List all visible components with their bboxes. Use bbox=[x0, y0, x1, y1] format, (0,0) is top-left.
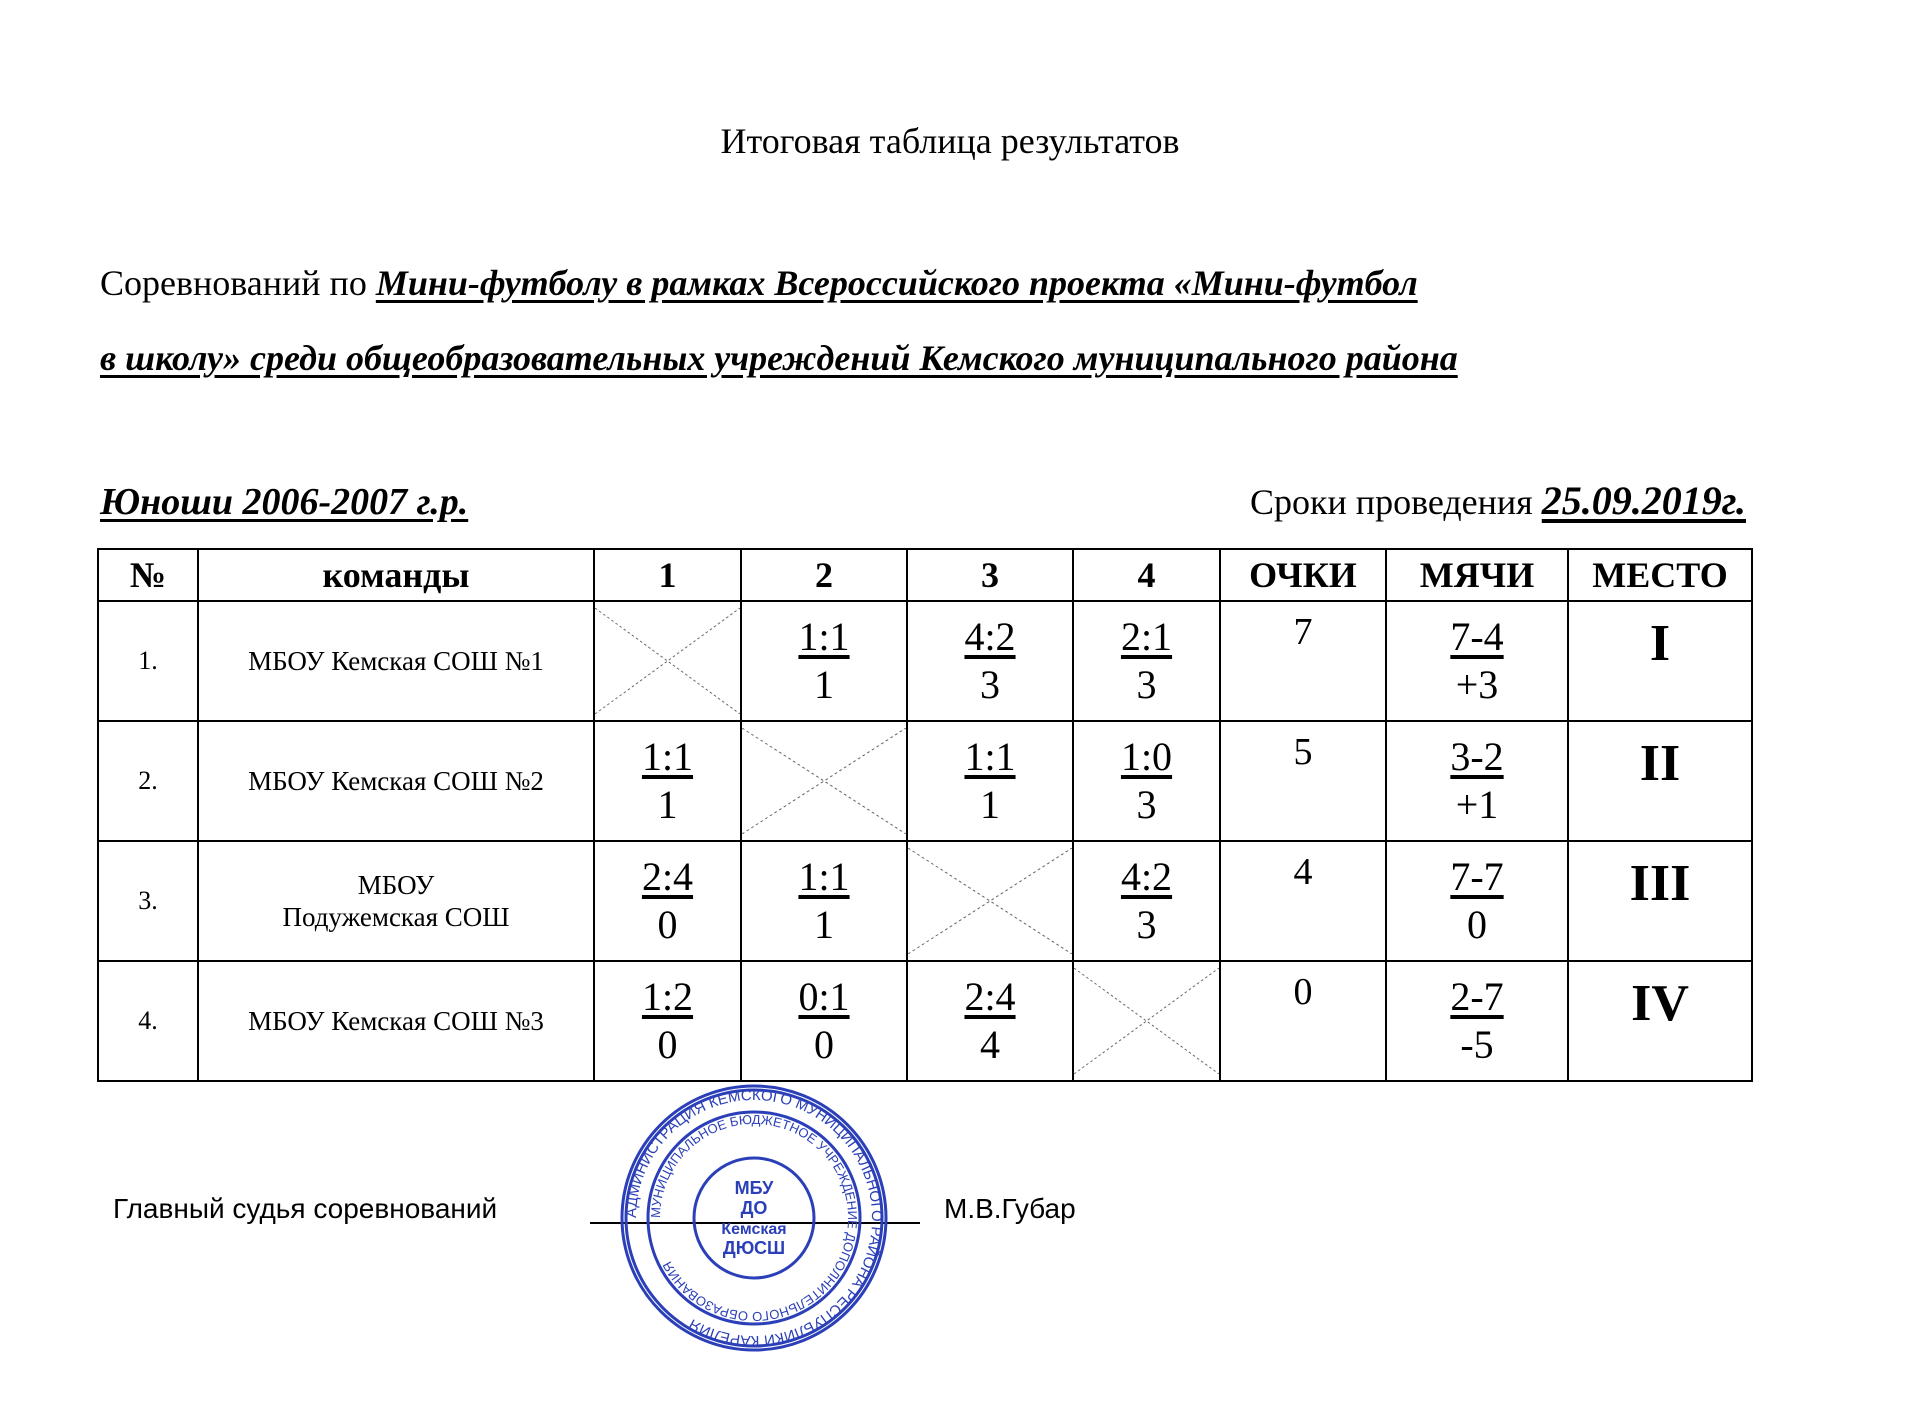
final-place: IV bbox=[1568, 961, 1752, 1081]
table-row bbox=[98, 601, 1752, 721]
match-result bbox=[594, 961, 741, 1081]
competition-line-1 bbox=[100, 262, 1418, 304]
row-number: 2. bbox=[98, 721, 198, 841]
competition-prefix: Соревнований по bbox=[100, 263, 376, 303]
header-number: № bbox=[98, 549, 198, 601]
chief-judge-name: М.В.Губар bbox=[944, 1193, 1076, 1224]
match-score: 2:4 bbox=[641, 854, 694, 899]
row-number: 4. bbox=[98, 961, 198, 1081]
total-points: 0 bbox=[1220, 961, 1386, 1081]
cross-out-mark bbox=[1074, 968, 1219, 1074]
seal-outer-text: АДМИНИСТРАЦИЯ КЕМСКОГО МУНИЦИПАЛЬНОГО РАЙОНА РЕСПУБЛИКИ КАРЕЛИЯ bbox=[622, 1086, 886, 1350]
match-points: 3 bbox=[980, 662, 1000, 707]
table-row bbox=[98, 961, 1752, 1081]
total-points: 5 bbox=[1220, 721, 1386, 841]
goal-difference: +1 bbox=[1455, 782, 1499, 827]
match-result bbox=[1073, 601, 1220, 721]
self-match-cell bbox=[741, 721, 907, 841]
goals-ratio: 7-7 bbox=[1450, 854, 1504, 899]
cross-out-mark bbox=[908, 848, 1072, 954]
event-dates bbox=[1250, 477, 1746, 524]
match-score: 2:1 bbox=[1120, 614, 1173, 659]
goal-difference: +3 bbox=[1455, 662, 1499, 707]
team-name: МБОУ Кемская СОШ №2 bbox=[198, 721, 594, 841]
match-points: 4 bbox=[980, 1022, 1000, 1067]
seal-center-line-4: ДЮСШ bbox=[722, 1238, 786, 1258]
match-result bbox=[907, 601, 1073, 721]
age-group: Юноши 2006-2007 г.р. bbox=[100, 481, 469, 523]
cross-out-mark bbox=[742, 728, 906, 834]
match-points: 3 bbox=[1136, 782, 1157, 827]
header-row bbox=[98, 549, 1752, 601]
self-match-cell bbox=[1073, 961, 1220, 1081]
dates-value: 25.09.2019г. bbox=[1541, 478, 1746, 523]
table-row bbox=[98, 721, 1752, 841]
cross-out-mark bbox=[595, 608, 740, 714]
match-score: 1:1 bbox=[641, 734, 694, 779]
match-result bbox=[907, 721, 1073, 841]
dates-label: Сроки проведения bbox=[1250, 482, 1542, 522]
goals-ratio: 7-4 bbox=[1450, 614, 1504, 659]
document-title: Итоговая таблица результатов bbox=[720, 121, 1180, 161]
match-points: 1 bbox=[814, 902, 834, 947]
goal-difference: 0 bbox=[1467, 902, 1487, 947]
match-points: 3 bbox=[1136, 662, 1157, 707]
competition-name-part-2: в школу» среди общеобразовательных учреждений Кемского муниципального района bbox=[100, 338, 1458, 378]
row-number: 3. bbox=[98, 841, 198, 961]
match-score: 1:1 bbox=[964, 734, 1016, 779]
seal-center-line-2: ДО bbox=[740, 1198, 768, 1218]
goals-ratio: 3-2 bbox=[1450, 734, 1504, 779]
match-result bbox=[907, 961, 1073, 1081]
final-place: I bbox=[1568, 601, 1752, 721]
match-result bbox=[1073, 721, 1220, 841]
match-score: 0:1 bbox=[798, 974, 850, 1019]
match-score: 4:2 bbox=[964, 614, 1016, 659]
match-score: 1:2 bbox=[641, 974, 694, 1019]
team-name-line-2: Подужемская СОШ bbox=[282, 902, 510, 932]
total-points: 4 bbox=[1220, 841, 1386, 961]
match-result bbox=[594, 721, 741, 841]
header-place: МЕСТО bbox=[1568, 549, 1752, 601]
match-score: 1:0 bbox=[1120, 734, 1173, 779]
team-name: МБОУ Кемская СОШ №3 bbox=[198, 961, 594, 1081]
goals-summary bbox=[1386, 961, 1568, 1081]
match-points: 1 bbox=[814, 662, 834, 707]
self-match-cell bbox=[594, 601, 741, 721]
team-name-line-1: МБОУ bbox=[357, 869, 435, 900]
match-result bbox=[741, 961, 907, 1081]
competition-line-2 bbox=[100, 337, 1458, 379]
self-match-cell bbox=[907, 841, 1073, 961]
chief-judge-label: Главный судья соревнований bbox=[113, 1193, 498, 1224]
header-col-1: 1 bbox=[594, 549, 741, 601]
header-col-4: 4 bbox=[1073, 549, 1220, 601]
header-goals: МЯЧИ bbox=[1386, 549, 1568, 601]
team-name: МБОУ Кемская СОШ №1 bbox=[198, 601, 594, 721]
goals-summary bbox=[1386, 841, 1568, 961]
match-result bbox=[594, 841, 741, 961]
match-points: 1 bbox=[657, 782, 678, 827]
competition-name-part-1: Мини-футболу в рамках Всероссийского проекта «Мини-футбол bbox=[375, 263, 1418, 303]
table-row bbox=[98, 841, 1752, 961]
goals-ratio: 2-7 bbox=[1450, 974, 1504, 1019]
final-place: III bbox=[1568, 841, 1752, 961]
match-score: 1:1 bbox=[798, 854, 850, 899]
match-score: 4:2 bbox=[1120, 854, 1173, 899]
match-result bbox=[741, 601, 907, 721]
match-result bbox=[1073, 841, 1220, 961]
goal-difference: -5 bbox=[1460, 1022, 1494, 1067]
match-score: 1:1 bbox=[798, 614, 850, 659]
total-points: 7 bbox=[1220, 601, 1386, 721]
header-col-2: 2 bbox=[741, 549, 907, 601]
header-teams: команды bbox=[198, 549, 594, 601]
match-points: 3 bbox=[1136, 902, 1157, 947]
row-number: 1. bbox=[98, 601, 198, 721]
match-result bbox=[741, 841, 907, 961]
seal-center-line-3: Кемская bbox=[721, 1221, 787, 1238]
final-place: II bbox=[1568, 721, 1752, 841]
seal-center-line-1: МБУ bbox=[734, 1178, 774, 1198]
match-points: 1 bbox=[980, 782, 1000, 827]
seal-inner-text: МУНИЦИПАЛЬНОЕ БЮДЖЕТНОЕ УЧРЕЖДЕНИЕ ДОПОЛНИТЕЛЬНОГО ОБРАЗОВАНИЯ bbox=[647, 1111, 861, 1325]
match-points: 0 bbox=[657, 1022, 678, 1067]
header-col-3: 3 bbox=[907, 549, 1073, 601]
goals-summary bbox=[1386, 721, 1568, 841]
match-score: 2:4 bbox=[964, 974, 1016, 1019]
goals-summary bbox=[1386, 601, 1568, 721]
match-points: 0 bbox=[814, 1022, 834, 1067]
team-name bbox=[198, 841, 594, 961]
header-points: ОЧКИ bbox=[1220, 549, 1386, 601]
results-table bbox=[97, 548, 1753, 1082]
match-points: 0 bbox=[657, 902, 678, 947]
official-seal-stamp bbox=[618, 1082, 890, 1354]
